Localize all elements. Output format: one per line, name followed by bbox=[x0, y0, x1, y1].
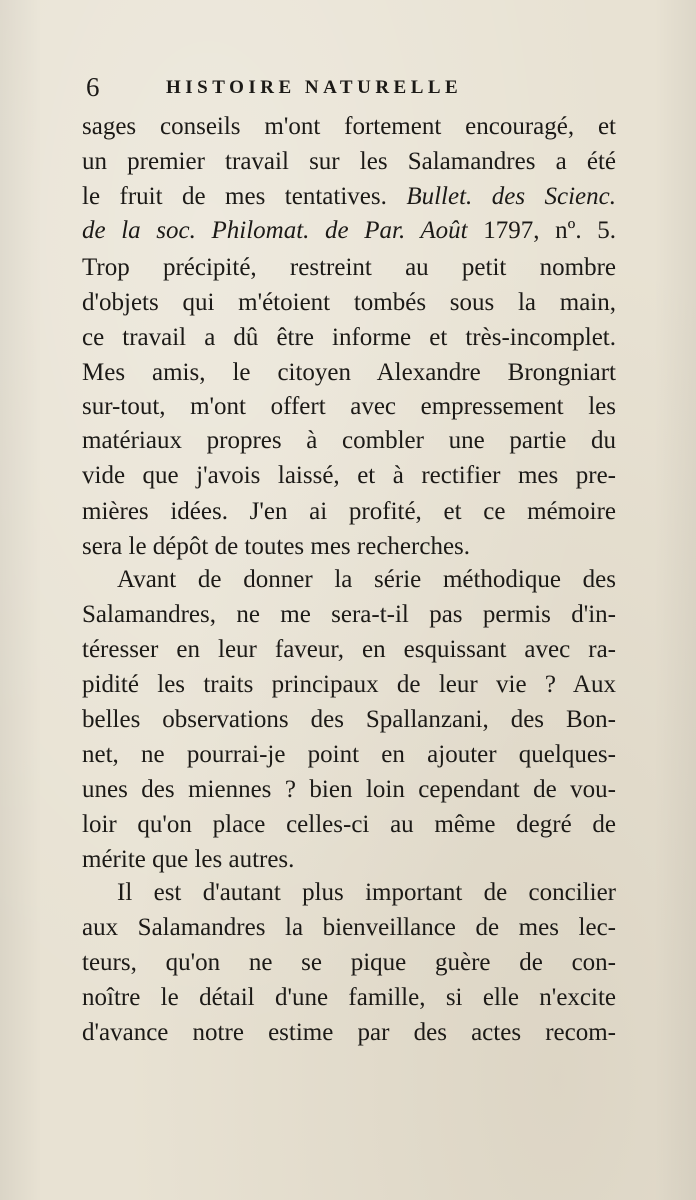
text-line: téresser en leur faveur, en esquissant avec ra- bbox=[82, 636, 616, 663]
text-line: d'avance notre estime par des actes recom- bbox=[82, 1019, 616, 1046]
text-line-paragraph-start: Avant de donner la série méthodique des bbox=[117, 566, 616, 593]
text-line: aux Salamandres la bienveillance de mes lec- bbox=[82, 914, 616, 941]
text-span: 1797, nº. 5. bbox=[467, 217, 616, 244]
citation-italic: Bullet. des Scienc. bbox=[406, 183, 616, 210]
text-line: loir qu'on place celles-ci au même degré de bbox=[82, 811, 616, 838]
text-span: le fruit de mes tentatives. bbox=[82, 183, 407, 210]
text-line: net, ne pourrai-je point en ajouter quelques- bbox=[82, 741, 616, 768]
text-line: pidité les traits principaux de leur vie ? Aux bbox=[82, 671, 616, 698]
text-line: Mes amis, le citoyen Alexandre Brongniart bbox=[82, 359, 616, 386]
text-line: sur-tout, m'ont offert avec empressement les bbox=[82, 393, 616, 420]
text-line-paragraph-end: mérite que les autres. bbox=[82, 846, 295, 873]
text-line-paragraph-end: sera le dépôt de toutes mes recherches. bbox=[82, 533, 471, 560]
text-line: ce travail a dû être informe et très-incomplet. bbox=[82, 324, 616, 351]
text-line: Salamandres, ne me sera-t-il pas permis d'in- bbox=[82, 601, 616, 628]
text-line: teurs, qu'on ne se pique guère de con- bbox=[82, 949, 616, 976]
text-line: mières idées. J'en ai profité, et ce mémoire bbox=[82, 498, 616, 525]
text-line-citation-start bbox=[82, 180, 616, 214]
text-line: Trop précipité, restreint au petit nombre bbox=[82, 254, 616, 281]
running-head: HISTOIRE NATURELLE bbox=[166, 77, 463, 98]
text-line: d'objets qui m'étoient tombés sous la main, bbox=[82, 289, 616, 316]
text-line: sages conseils m'ont fortement encouragé, et bbox=[82, 113, 616, 140]
text-line: matériaux propres à combler une partie du bbox=[82, 427, 616, 454]
text-line: un premier travail sur les Salamandres a été bbox=[82, 148, 616, 175]
citation-italic: de la soc. Philomat. de Par. Août bbox=[82, 217, 468, 244]
text-line-citation-end bbox=[82, 214, 616, 248]
text-line: vide que j'avois laissé, et à rectifier mes pre- bbox=[82, 462, 616, 489]
text-line: noître le détail d'une famille, si elle n'excite bbox=[82, 984, 616, 1011]
text-line-paragraph-start: Il est d'autant plus important de concilier bbox=[117, 879, 616, 906]
text-line: belles observations des Spallanzani, des Bon- bbox=[82, 706, 616, 733]
page-number: 6 bbox=[86, 72, 100, 102]
text-line: unes des miennes ? bien loin cependant de vou- bbox=[82, 776, 616, 803]
